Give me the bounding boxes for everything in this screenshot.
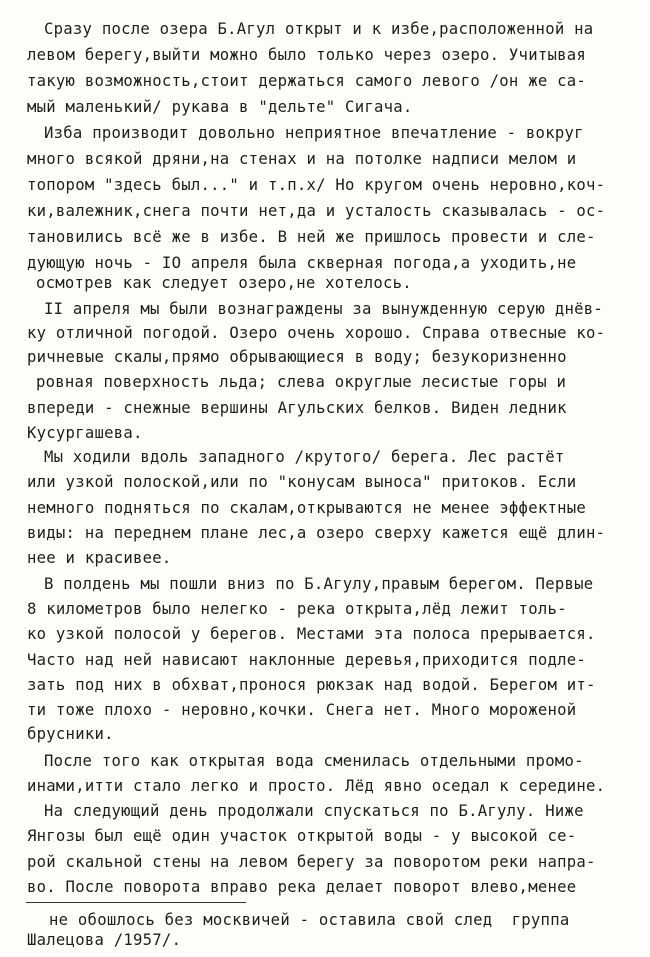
text-line: инами,итти стало легко и просто. Лёд явно оседал к середине. xyxy=(27,777,606,795)
text-line: немного подняться по скалам,открываются не менее эффектные xyxy=(27,499,587,517)
text-line: или узкой полоской,или по "конусам выноса" притоков. Если xyxy=(27,473,577,491)
text-line: ко узкой полосой у берегов. Местами эта полоса прерывается. xyxy=(27,625,596,643)
text-line: Янгозы был ещё один участок открытой воды - у высокой се- xyxy=(27,827,577,845)
text-line: ти тоже плохо - неровно,кочки. Снега нет. Много мороженой xyxy=(27,701,577,719)
footnote-line: Шалецова /1957/. xyxy=(27,931,182,949)
text-line: тановились всё же в избе. В ней же пришлось провести и сле- xyxy=(27,228,596,246)
footnote-line: не обошлось без москвичей - оставила свой след группа xyxy=(49,911,570,929)
text-line: В полдень мы пошли вниз по Б.Агулу,правым берегом. Первые xyxy=(44,575,594,593)
text-line: Мы ходили вдоль западного /крутого/ берега. Лес растёт xyxy=(44,448,565,466)
text-line: рой скальной стены на левом берегу за поворотом реки напра- xyxy=(27,853,596,871)
text-line: Изба производит довольно неприятное впечатление - вокруг xyxy=(44,124,584,142)
footnote-rule xyxy=(26,902,246,903)
text-line: ричневые скалы,прямо обрывающиеся в воду; безукоризненно xyxy=(27,348,567,366)
text-line: во. После поворота вправо река делает поворот влево,менее xyxy=(27,878,577,896)
text-line: брусники. xyxy=(27,725,114,743)
text-line: много всякой дряни,на стенах и на потолке надписи мелом и xyxy=(27,150,577,168)
text-line: дующую ночь - IO апреля была скверная погода,а уходить,не xyxy=(27,254,577,272)
text-line: ку отличной погодой. Озеро очень хорошо. Справа отвесные ко- xyxy=(27,324,606,342)
text-line: нее и красивее. xyxy=(27,549,172,567)
text-line: На следующий день продолжали спускаться по Б.Агулу. Ниже xyxy=(44,802,584,820)
text-line: впереди - снежные вершины Агульских белков. Виден ледник xyxy=(27,399,567,417)
text-line: II апреля мы были вознаграждены за вынужденную серую днёв- xyxy=(44,300,604,318)
text-line: ровная поверхность льда; слева округлые лесистые горы и xyxy=(36,373,567,391)
text-line: левом берегу,выйти можно было только через озеро. Учитывая xyxy=(27,46,587,64)
text-line: 8 километров было нелегко - река открыта,лёд лежит толь- xyxy=(27,600,567,618)
text-line: виды: на переднем плане лес,а озеро сверху кажется ещё длин- xyxy=(27,524,606,542)
text-line: зать под них в обхват,пронося рюкзак над водой. Берегом ит- xyxy=(27,676,596,694)
text-line: осмотрев как следует озеро,не хотелось. xyxy=(36,274,412,292)
text-line: ки,валежник,снега почти нет,да и усталость сказывалась - ос- xyxy=(27,202,606,220)
text-line: Кусургашева. xyxy=(27,424,143,442)
text-line: мый маленький/ рукава в "дельте" Сигача. xyxy=(27,98,413,116)
text-line: После того как открытая вода сменилась отдельными промо- xyxy=(44,752,584,770)
text-line: Часто над ней нависают наклонные деревья,приходится подле- xyxy=(27,651,587,669)
text-line: Сразу после озера Б.Агул открыт и к избе,расположенной на xyxy=(44,20,594,38)
text-line: топором "здесь был..." и т.п.x/ Но кругом очень неровно,коч- xyxy=(27,176,606,194)
text-line: такую возможность,стоит держаться самого левого /он же са- xyxy=(27,72,587,90)
